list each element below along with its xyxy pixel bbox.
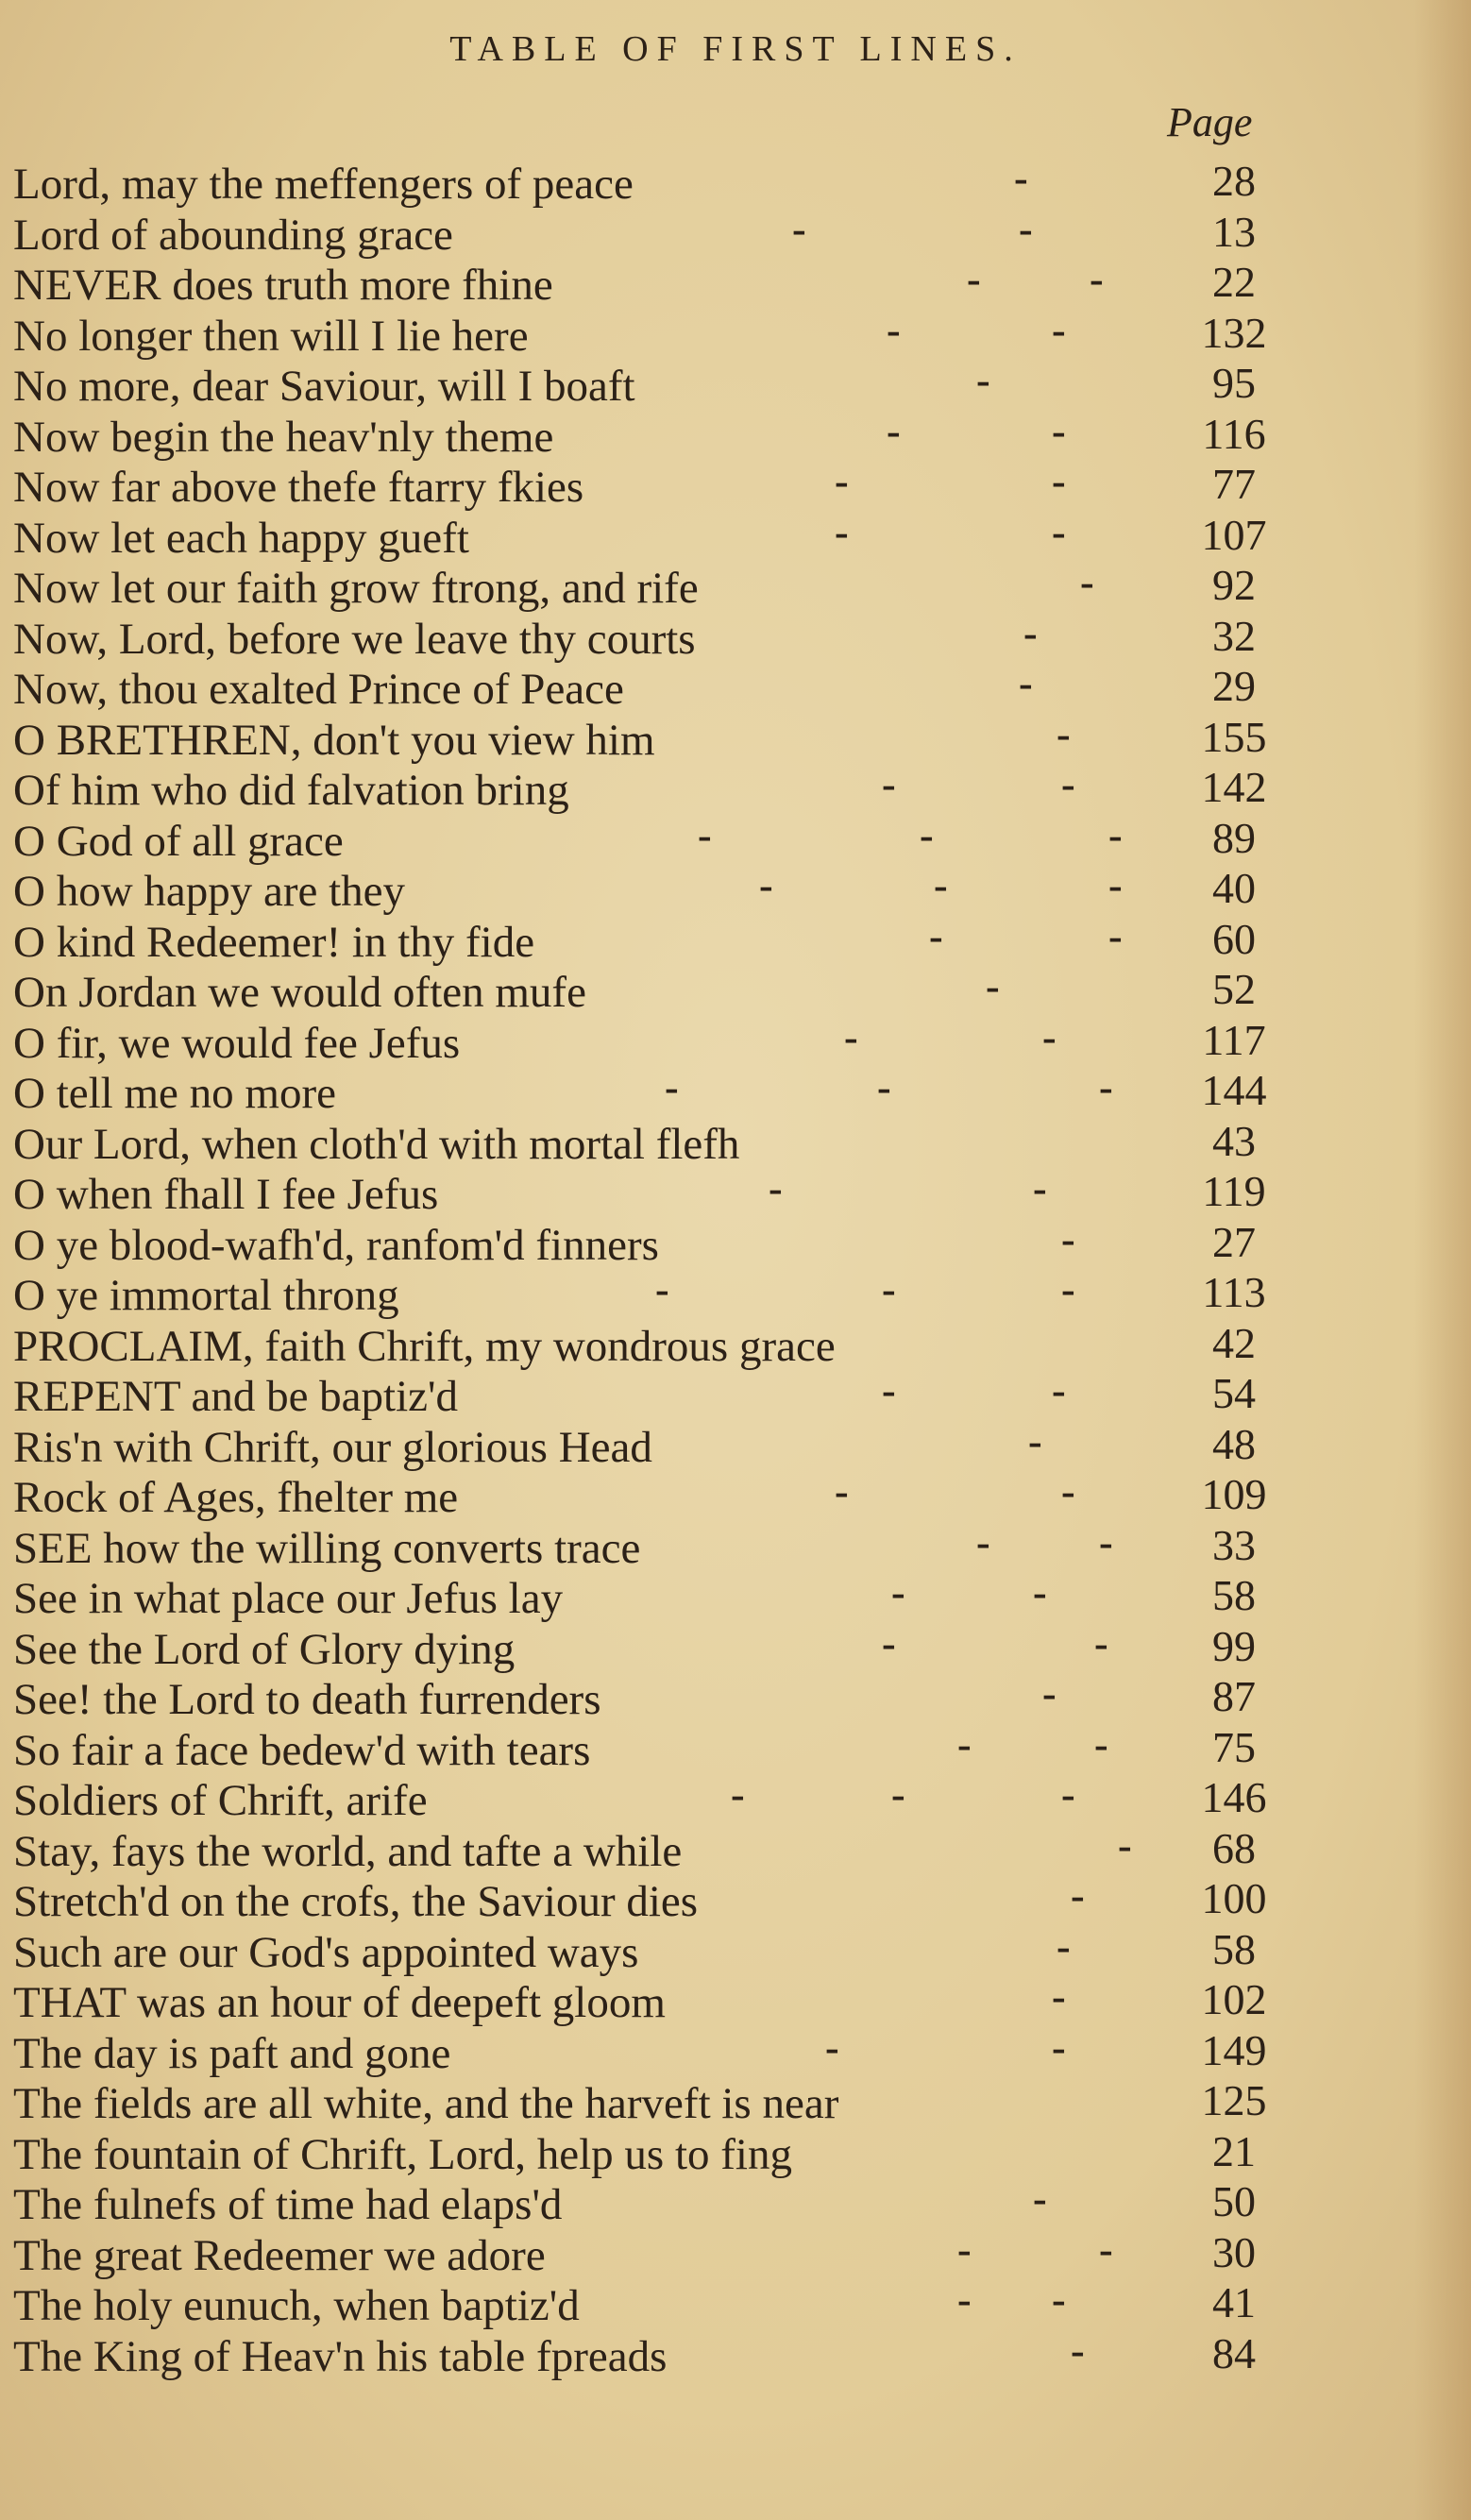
page-number: 77 (1212, 460, 1256, 508)
leader-dash: - (934, 862, 948, 908)
table-row (13, 811, 1373, 867)
leader-dash: - (1108, 912, 1123, 959)
leader-dash: - (835, 458, 849, 504)
first-line-text: O God of all grace (13, 816, 344, 866)
leader-dash: - (665, 1064, 679, 1110)
table-row (13, 1619, 1373, 1675)
first-line-text: O tell me no more (13, 1069, 336, 1118)
table-row (13, 559, 1373, 614)
leader-dash: - (1052, 407, 1066, 454)
table-row (13, 508, 1373, 564)
first-line-text: The great Redeemer we adore (13, 2230, 546, 2280)
leader-dash: - (1118, 1821, 1132, 1869)
first-line-text: O how happy are they (13, 867, 406, 916)
first-line-text: REPENT and be baptiz'd (13, 1372, 458, 1421)
first-line-text: The holy eunuch, when baptiz'd (13, 2281, 580, 2330)
first-line-text: O when fhall I fee Jefus (13, 1170, 439, 1219)
leader-dash: - (1033, 1165, 1047, 1211)
page-number: 102 (1201, 1975, 1267, 2023)
table-row (13, 2175, 1373, 2230)
leader-dash: - (1099, 1064, 1113, 1110)
table-row (13, 1922, 1373, 1978)
first-line-text: Stay, fays the world, and tafte a while (13, 1826, 683, 1876)
first-line-text: O ye blood-wafh'd, ranfom'd finners (13, 1220, 659, 1270)
page-number: 100 (1201, 1874, 1267, 1922)
leader-dash: - (769, 1165, 783, 1211)
table-row (13, 1116, 1373, 1170)
table-row (13, 1518, 1373, 1574)
leader-dash: - (1033, 2175, 1047, 2222)
leader-dash: - (1094, 1619, 1108, 1666)
table-row (13, 1417, 1373, 1473)
first-line-text: Now let each happy gueft (13, 513, 469, 563)
table-row (13, 912, 1373, 968)
page-number: 58 (1212, 1924, 1256, 1973)
page-number: 52 (1212, 965, 1256, 1013)
first-line-text: PROCLAIM, faith Chrift, my wondrous grace (13, 1321, 836, 1371)
page-number: 142 (1201, 763, 1267, 811)
leader-dash: - (1061, 1771, 1075, 1818)
table-row (13, 963, 1373, 1018)
first-line-text: Stretch'd on the crofs, the Saviour dies (13, 1877, 699, 1926)
leader-dash: - (1099, 1518, 1113, 1565)
leader-dash: - (976, 1518, 990, 1565)
table-row (13, 862, 1373, 917)
first-line-text: Now, thou exalted Prince of Peace (13, 665, 624, 714)
first-line-text: SEE how the willing converts trace (13, 1523, 641, 1573)
leader-dash: - (957, 2225, 972, 2273)
leader-dash: - (986, 963, 1000, 1009)
table-row (13, 2326, 1373, 2382)
table-row (13, 1266, 1373, 1321)
first-line-text: The King of Heav'n his table fpreads (13, 2331, 668, 2381)
page-number: 22 (1212, 258, 1256, 306)
first-line-text: See in what place our Jefus lay (13, 1574, 564, 1623)
first-line-text: Lord of abounding grace (13, 210, 453, 260)
leader-dash: - (1071, 1872, 1085, 1919)
leader-dash: - (1071, 2326, 1085, 2374)
leader-dash: - (882, 1619, 896, 1666)
leader-dash: - (967, 256, 981, 302)
table-row (13, 1569, 1373, 1624)
leader-dash: - (882, 761, 896, 807)
leader-dash: - (957, 2276, 972, 2323)
first-line-text: Rock of Ages, fhelter me (13, 1473, 459, 1522)
table-row (13, 357, 1373, 412)
running-header: TABLE OF FIRST LINES. (449, 29, 1022, 69)
leader-dash: - (957, 1720, 972, 1767)
leader-dash: - (1014, 155, 1028, 201)
first-line-text: NEVER does truth more fhine (13, 261, 553, 310)
leader-dash: - (1052, 2276, 1066, 2323)
leader-dash: - (1042, 1013, 1057, 1060)
page-number: 149 (1201, 2025, 1267, 2074)
leader-dash: - (835, 508, 849, 555)
leader-dash: - (731, 1771, 745, 1818)
first-line-text: Now, Lord, before we leave thy courts (13, 614, 696, 664)
leader-dash: - (891, 1569, 905, 1615)
leader-dash: - (1052, 508, 1066, 555)
leader-dash: - (1042, 1670, 1057, 1717)
leader-dash: - (1057, 1922, 1071, 1970)
first-line-text: Of him who did falvation bring (13, 766, 569, 815)
leader-dash: - (920, 811, 934, 858)
table-row (13, 1973, 1373, 2028)
leader-dash: - (655, 1266, 669, 1312)
table-row (13, 458, 1373, 513)
table-row (13, 1215, 1373, 1271)
table-row (13, 306, 1373, 362)
first-line-text: O ye immortal throng (13, 1271, 399, 1320)
page-number: 116 (1202, 409, 1266, 458)
page-number: 146 (1201, 1773, 1267, 1821)
page-number: 84 (1212, 2328, 1256, 2377)
page-number: 21 (1212, 2126, 1256, 2175)
page-number: 28 (1212, 157, 1256, 205)
leader-dash: - (1061, 1215, 1075, 1262)
table-row (13, 2126, 1373, 2180)
page-number: 32 (1212, 611, 1256, 660)
table-row (13, 1367, 1373, 1422)
table-row (13, 761, 1373, 816)
page-number: 125 (1201, 2076, 1267, 2124)
table-row (13, 1064, 1373, 1119)
leader-dash: - (844, 1013, 858, 1060)
first-line-text: The fountain of Chrift, Lord, help us to fing (13, 2129, 792, 2179)
leader-dash: - (929, 912, 943, 959)
leader-dash: - (1052, 458, 1066, 504)
leader-dash: - (1108, 811, 1123, 858)
leader-dash: - (1052, 2023, 1066, 2071)
page-number: 113 (1202, 1268, 1266, 1316)
leader-dash: - (1052, 1973, 1066, 2020)
first-line-text: Now begin the heav'nly theme (13, 412, 554, 462)
leader-dash: - (1052, 306, 1066, 353)
table-row (13, 1720, 1373, 1776)
first-line-text: Such are our God's appointed ways (13, 1927, 639, 1977)
first-line-text: See! the Lord to death furrenders (13, 1675, 601, 1724)
leader-dash: - (825, 2023, 839, 2071)
leader-dash: - (835, 1468, 849, 1514)
leader-dash: - (1061, 761, 1075, 807)
table-row (13, 205, 1373, 261)
first-line-text: Soldiers of Chrift, arife (13, 1776, 428, 1825)
page-number: 119 (1202, 1167, 1266, 1215)
first-line-text: See the Lord of Glory dying (13, 1624, 516, 1674)
page-number: 107 (1201, 510, 1267, 559)
leader-dash: - (1033, 1569, 1047, 1615)
leader-dash: - (877, 1064, 891, 1110)
leader-dash: - (1090, 256, 1104, 302)
first-line-text: O fir, we would fee Jefus (13, 1018, 461, 1068)
table-row (13, 1318, 1373, 1372)
leader-dash: - (976, 357, 990, 403)
page-number: 75 (1212, 1722, 1256, 1771)
page-number: 89 (1212, 813, 1256, 862)
page-number: 60 (1212, 914, 1256, 963)
table-row (13, 1165, 1373, 1220)
leader-dash: - (882, 1266, 896, 1312)
page-number: 48 (1212, 1419, 1256, 1468)
table-row (13, 609, 1373, 665)
table-row (13, 1821, 1373, 1877)
first-line-text: No longer then will I lie here (13, 311, 529, 361)
page-number: 50 (1212, 2177, 1256, 2225)
page-number: 41 (1212, 2278, 1256, 2326)
table-row (13, 1670, 1373, 1725)
table-row (13, 1013, 1373, 1069)
first-line-text: The fulnefs of time had elaps'd (13, 2180, 563, 2229)
page-number: 40 (1212, 864, 1256, 912)
page-number: 144 (1201, 1066, 1267, 1114)
first-line-text: O BRETHREN, don't you view him (13, 715, 655, 765)
leader-dash: - (1099, 2225, 1113, 2273)
leader-dash: - (891, 1771, 905, 1818)
leader-dash: - (1061, 1266, 1075, 1312)
first-line-text: No more, dear Saviour, will I boaft (13, 362, 635, 411)
table-row (13, 1468, 1373, 1523)
page-number: 68 (1212, 1823, 1256, 1872)
table-row (13, 1872, 1373, 1927)
page-number: 92 (1212, 561, 1256, 609)
page-number: 29 (1212, 662, 1256, 710)
leader-dash: - (1019, 660, 1033, 706)
leader-dash: - (1108, 862, 1123, 908)
table-row (13, 2023, 1373, 2079)
leader-dash: - (887, 407, 901, 454)
page-number: 13 (1212, 207, 1256, 256)
table-row (13, 155, 1373, 210)
page-number: 132 (1201, 308, 1267, 357)
page-number: 27 (1212, 1217, 1256, 1266)
table-row (13, 1771, 1373, 1826)
table-row (13, 660, 1373, 715)
page-number: 33 (1212, 1520, 1256, 1569)
first-line-text: On Jordan we would often mufe (13, 968, 586, 1017)
table-row (13, 2276, 1373, 2331)
page-number: 58 (1212, 1571, 1256, 1619)
first-line-text: The fields are all white, and the harveft is near (13, 2079, 839, 2128)
leader-dash: - (1057, 710, 1071, 757)
first-line-text: So fair a face bedew'd with tears (13, 1725, 591, 1775)
leader-dash: - (792, 205, 806, 252)
leader-dash: - (882, 1367, 896, 1413)
page-number: 95 (1212, 359, 1256, 407)
first-line-text: Now far above thefe ftarry fkies (13, 463, 584, 512)
page-number: 30 (1212, 2227, 1256, 2276)
table-row (13, 407, 1373, 463)
leader-dash: - (1094, 1720, 1108, 1767)
page-number: 54 (1212, 1369, 1256, 1417)
page-number: 117 (1202, 1015, 1266, 1064)
first-lines-table (13, 155, 1373, 2381)
leader-dash: - (1028, 1417, 1042, 1464)
first-line-text: Now let our faith grow ftrong, and rife (13, 564, 699, 613)
leader-dash: - (1080, 559, 1094, 605)
page-number: 109 (1201, 1470, 1267, 1518)
leader-dash: - (887, 306, 901, 353)
page-number: 87 (1212, 1672, 1256, 1720)
first-line-text: Our Lord, when cloth'd with mortal flefh (13, 1119, 740, 1169)
first-line-text: Ris'n with Chrift, our glorious Head (13, 1422, 652, 1472)
leader-dash: - (698, 811, 712, 858)
page-column-label: Page (1167, 99, 1253, 145)
page-number: 99 (1212, 1621, 1256, 1670)
leader-dash: - (1052, 1367, 1066, 1413)
first-line-text: The day is paft and gone (13, 2028, 451, 2078)
page-number: 42 (1212, 1318, 1256, 1367)
leader-dash: - (1023, 609, 1038, 656)
table-row (13, 2225, 1373, 2281)
page-number: 155 (1201, 712, 1267, 761)
page-number: 43 (1212, 1116, 1256, 1165)
first-line-text: Lord, may the meffengers of peace (13, 160, 634, 209)
leader-dash: - (759, 862, 773, 908)
table-row (13, 710, 1373, 766)
leader-dash: - (1019, 205, 1033, 252)
table-row (13, 2078, 1373, 2129)
leader-dash: - (1061, 1468, 1075, 1514)
table-row (13, 256, 1373, 311)
first-line-text: THAT was an hour of deepeft gloom (13, 1978, 666, 2027)
first-line-text: O kind Redeemer! in thy fide (13, 917, 535, 967)
